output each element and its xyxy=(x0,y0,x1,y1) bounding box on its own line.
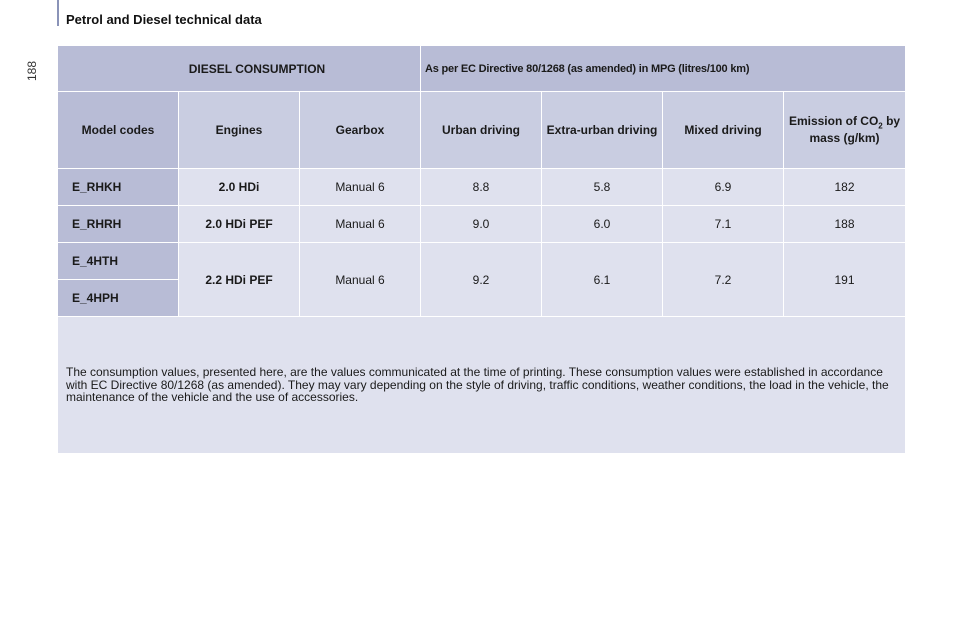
table-row xyxy=(58,169,906,206)
header-co2-sub: 2 xyxy=(878,121,883,131)
model-code: E_4HPH xyxy=(58,280,179,317)
table-title: DIESEL CONSUMPTION xyxy=(58,46,421,92)
co2-value: 188 xyxy=(784,206,906,243)
mixed-value: 7.2 xyxy=(663,243,784,317)
engine: 2.0 HDi PEF xyxy=(179,206,300,243)
co2-value: 191 xyxy=(784,243,906,317)
extra-urban-value: 6.1 xyxy=(542,243,663,317)
header-co2-pre: Emission of CO xyxy=(788,113,879,128)
header-gearbox: Gearbox xyxy=(300,92,421,169)
header-extra-urban-driving: Extra-urban driving xyxy=(542,92,663,169)
model-code: E_RHRH xyxy=(58,206,179,243)
model-code: E_4HTH xyxy=(58,243,179,280)
engine: 2.2 HDi PEF xyxy=(179,243,300,317)
gearbox: Manual 6 xyxy=(300,206,421,243)
urban-value: 9.2 xyxy=(421,243,542,317)
engine: 2.0 HDi xyxy=(179,169,300,206)
header-urban-driving: Urban driving xyxy=(421,92,542,169)
table-header-row xyxy=(58,92,906,169)
urban-value: 8.8 xyxy=(421,169,542,206)
gearbox: Manual 6 xyxy=(300,243,421,317)
table-title-row xyxy=(58,46,906,92)
co2-value: 182 xyxy=(784,169,906,206)
page-number: 188 xyxy=(25,60,39,82)
header-co2-post: by mass (g/km) xyxy=(809,113,901,146)
consumption-note: The consumption values, presented here, are the values communicated at the time of printing. These consumption values were established in accordance with EC Directive 80/1268 (as amended). They may vary depending on the style of driving, traffic conditions, weather conditions, the load in the vehicle, the maintenance of the vehicle and the use of accessories. xyxy=(58,317,906,454)
header-engines: Engines xyxy=(179,92,300,169)
section-title: Petrol and Diesel technical data xyxy=(66,12,262,27)
urban-value: 9.0 xyxy=(421,206,542,243)
header-co2-emission xyxy=(784,92,906,169)
gearbox: Manual 6 xyxy=(300,169,421,206)
model-code: E_RHKH xyxy=(58,169,179,206)
table-subtitle: As per EC Directive 80/1268 (as amended) in MPG (litres/100 km) xyxy=(421,46,906,92)
diesel-consumption-table xyxy=(57,45,905,454)
mixed-value: 7.1 xyxy=(663,206,784,243)
table-row xyxy=(58,206,906,243)
extra-urban-value: 6.0 xyxy=(542,206,663,243)
note-row xyxy=(58,317,906,454)
header-mixed-driving: Mixed driving xyxy=(663,92,784,169)
extra-urban-value: 5.8 xyxy=(542,169,663,206)
header-model-codes: Model codes xyxy=(58,92,179,169)
table-row xyxy=(58,243,906,280)
margin-rule xyxy=(57,0,59,26)
mixed-value: 6.9 xyxy=(663,169,784,206)
